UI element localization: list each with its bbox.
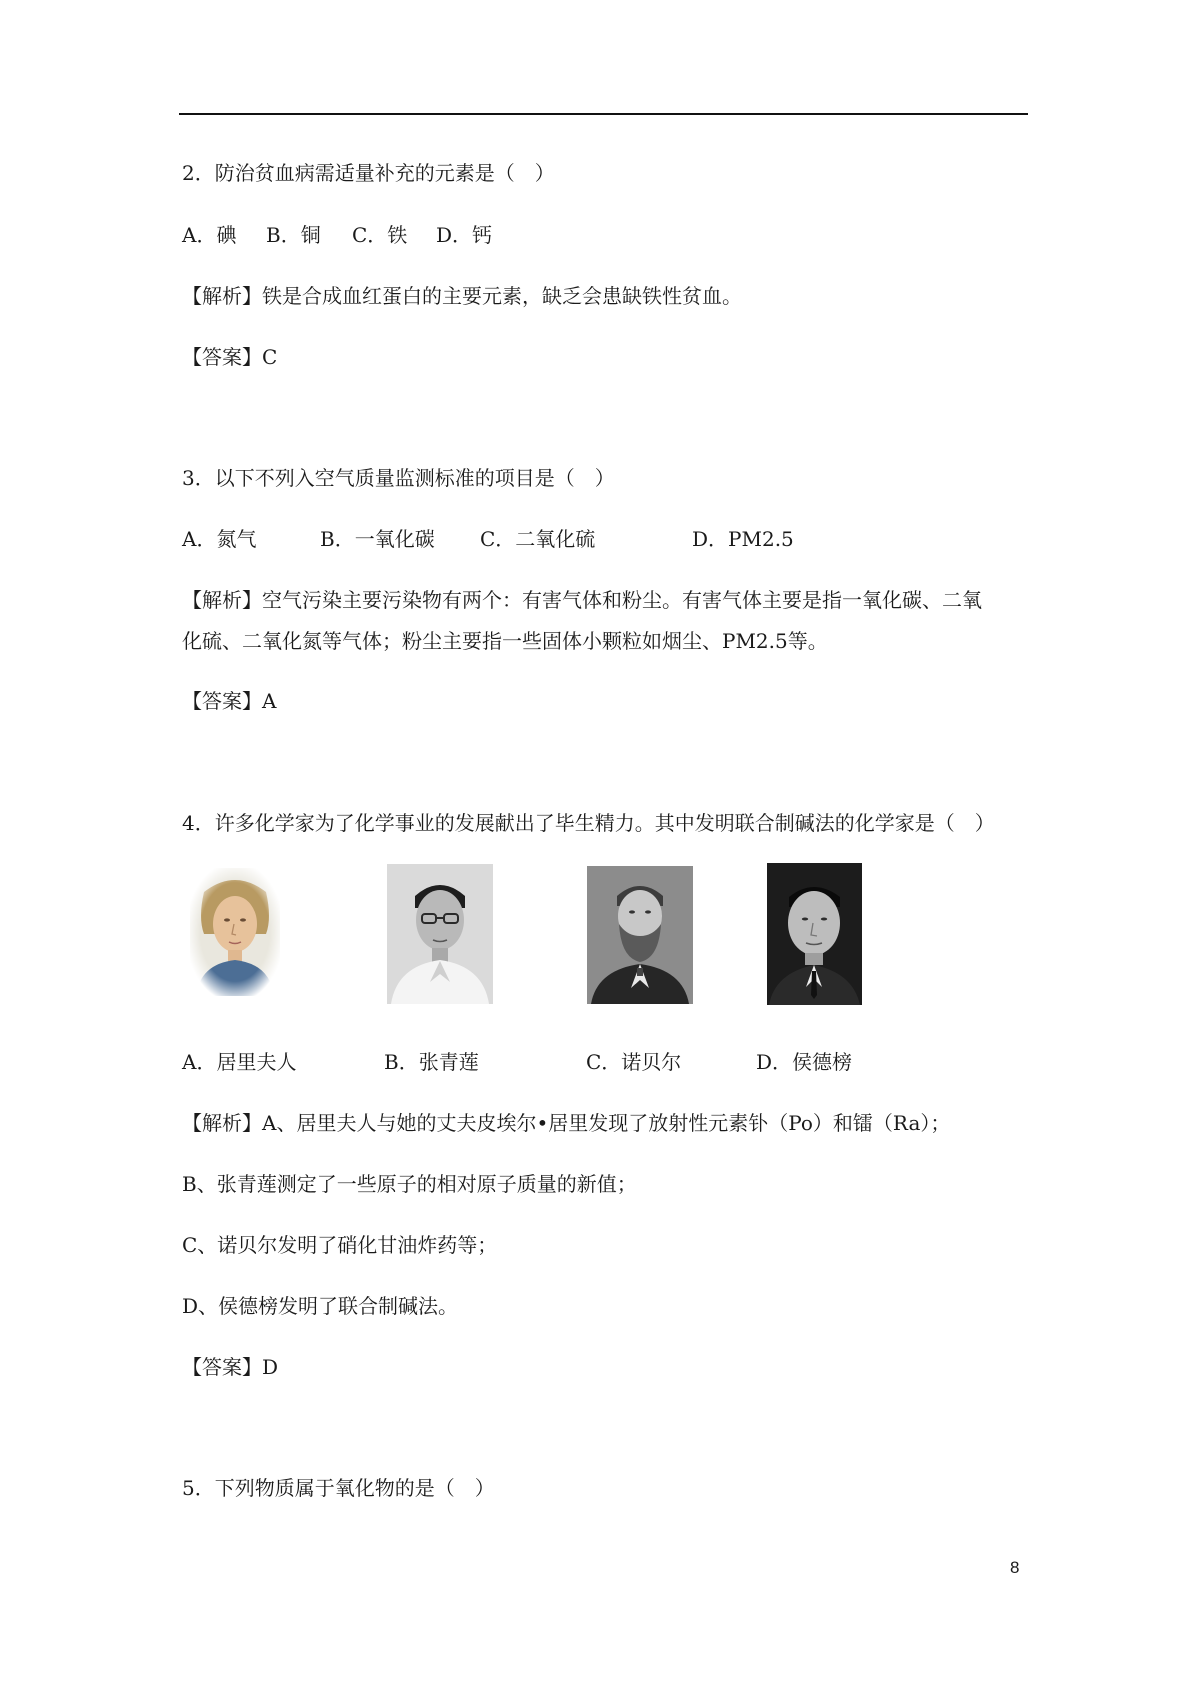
- portrait-zhang-qinglian: [387, 864, 493, 1004]
- analysis-tag: 【解析】: [182, 284, 262, 308]
- page-number: 8: [1010, 1558, 1020, 1577]
- q4-answer: [182, 1354, 278, 1380]
- q4-option-c: C．诺贝尔: [586, 1050, 682, 1074]
- q3-option-d: D．PM2.5: [692, 527, 794, 551]
- answer-tag: 【答案】: [182, 689, 262, 713]
- q4-analysis-d: D、侯德榜发明了联合制碱法。: [182, 1294, 459, 1318]
- q3-option-b: B．一氧化碳: [320, 527, 435, 551]
- answer-tag: 【答案】: [182, 1355, 262, 1379]
- analysis-tag: 【解析】: [182, 1111, 262, 1135]
- q2-answer: [182, 344, 277, 370]
- q3-analysis-line2: 化硫、二氧化氮等气体；粉尘主要指一些固体小颗粒如烟尘、PM2.5等。: [182, 629, 828, 653]
- portrait-hou-debang: [767, 863, 862, 1005]
- q2-option-c: C．铁: [352, 223, 408, 247]
- q3-option-a: A．氮气: [182, 527, 257, 551]
- q3-option-c: C．二氧化硫: [480, 527, 596, 551]
- q4-analysis-b: B、张青莲测定了一些原子的相对原子质量的新值；: [182, 1172, 637, 1196]
- portrait-nobel: [587, 866, 693, 1004]
- q2-stem: 2．防治贫血病需适量补充的元素是（ ）: [182, 161, 555, 185]
- portrait-curie: [190, 868, 280, 996]
- q2-option-b: B．铜: [266, 223, 321, 247]
- analysis-tag: 【解析】: [182, 588, 262, 612]
- q3-analysis-line1: [182, 587, 982, 613]
- analysis-text: 铁是合成血红蛋白的主要元素，缺乏会患缺铁性贫血。: [262, 284, 742, 308]
- answer-value: C: [262, 345, 278, 369]
- q3-answer: [182, 688, 276, 714]
- header-rule: [179, 113, 1028, 115]
- answer-value: A: [262, 689, 277, 713]
- answer-value: D: [262, 1355, 279, 1379]
- q4-analysis-a: [182, 1110, 950, 1136]
- q4-option-b: B．张青莲: [384, 1050, 479, 1074]
- q4-stem: 4．许多化学家为了化学事业的发展献出了毕生精力。其中发明联合制碱法的化学家是（ ）: [182, 811, 995, 835]
- q2-option-d: D．钙: [436, 223, 493, 247]
- q2-option-a: A．碘: [182, 223, 237, 247]
- q5-stem: 5．下列物质属于氧化物的是（ ）: [182, 1476, 495, 1500]
- q4-option-d: D．侯德榜: [756, 1050, 853, 1074]
- analysis-text: 空气污染主要污染物有两个：有害气体和粉尘。有害气体主要是指一氧化碳、二氧: [262, 588, 982, 612]
- answer-tag: 【答案】: [182, 345, 262, 369]
- q2-analysis: [182, 283, 742, 309]
- q4-option-a: A．居里夫人: [182, 1050, 297, 1074]
- q3-stem: 3．以下不列入空气质量监测标准的项目是（ ）: [182, 466, 615, 490]
- q4-analysis-c: C、诺贝尔发明了硝化甘油炸药等；: [182, 1233, 498, 1257]
- analysis-text: A、居里夫人与她的丈夫皮埃尔•居里发现了放射性元素钋（Po）和镭（Ra）；: [262, 1111, 951, 1135]
